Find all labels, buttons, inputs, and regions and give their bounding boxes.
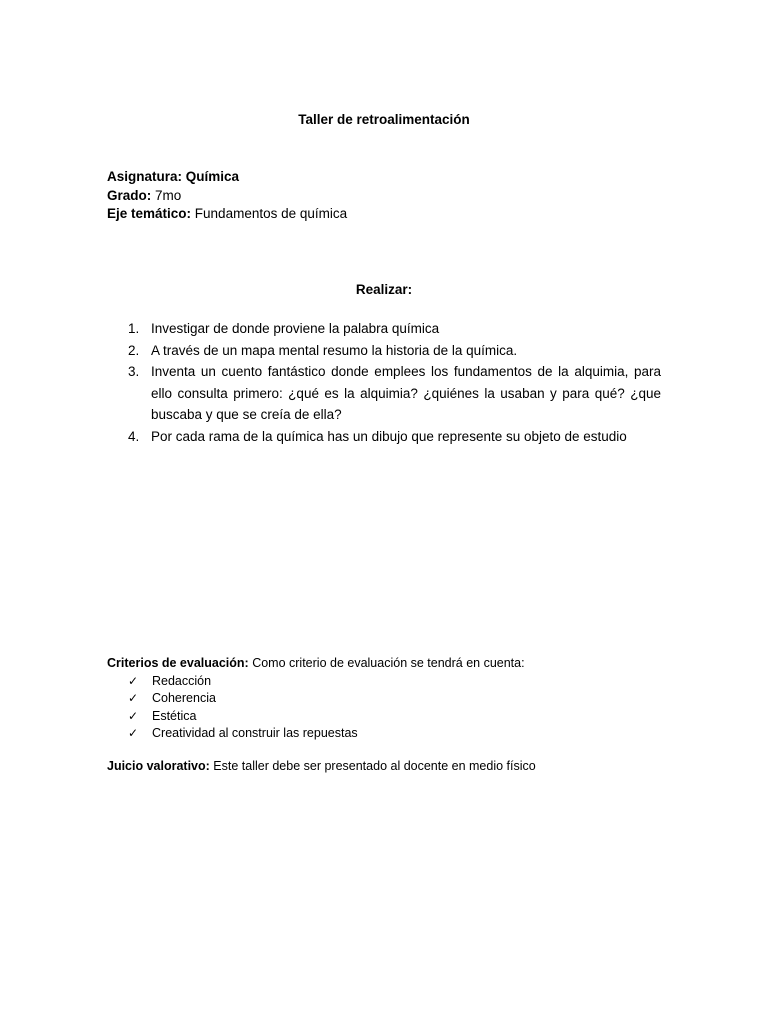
criteria-label: Criterios de evaluación: [107,656,249,670]
task-number: 4. [128,428,140,444]
judgment-text: Este taller debe ser presentado al docente en medio físico [213,759,536,773]
criteria-item [107,708,525,726]
criteria-item-text: Redacción [152,673,212,688]
task-number: 3. [128,364,140,380]
axis-value: Fundamentos de química [194,206,348,221]
checkmark-icon: ✓ [128,691,139,705]
task-text: A través de un mapa mental resumo la historia de la química. [151,342,518,358]
checkmark-icon: ✓ [128,673,139,688]
task-item [124,340,661,362]
criteria-item [107,725,525,743]
criteria-text: Como criterio de evaluación se tendrá en cuenta: [252,656,525,670]
document-meta [107,168,347,224]
section-title: Realizar: [355,282,413,297]
criteria-item-text: Estética [152,708,197,723]
evaluation-criteria [107,655,525,743]
task-number: 2. [128,342,140,358]
task-text: Por cada rama de la química has un dibujo que represente su objeto de estudio [151,428,627,444]
task-list [124,318,661,448]
subject-row [107,168,347,187]
task-text: Investigar de donde proviene la palabra química [151,321,440,336]
criteria-item [107,690,525,708]
grade-value: 7mo [155,187,182,203]
axis-row [107,205,347,224]
criteria-item [107,673,525,691]
criteria-lead [107,655,525,673]
checkmark-icon: ✓ [128,726,139,740]
criteria-list [107,673,525,743]
grade-label: Grado: [107,187,152,203]
criteria-item-text: Creatividad al construir las repuestas [152,726,358,740]
task-item [124,426,661,448]
evaluative-judgment [107,758,536,776]
checkmark-icon: ✓ [128,708,139,723]
grade-row [107,187,347,206]
criteria-item-text: Coherencia [152,691,216,705]
document-title: Taller de retroalimentación [298,112,470,127]
task-text: Inventa un cuento fantástico donde emplees los fundamentos de la alquimia, para ello consulta primero: ¿qué es la alquimia? ¿quiénes la usaban y para qué? ¿que buscaba y que se creía de ella? [151,364,661,423]
axis-label: Eje temático: [107,206,192,221]
task-item [124,318,661,340]
task-item [124,361,661,426]
judgment-label: Juicio valorativo: [107,759,210,773]
task-number: 1. [128,321,140,336]
subject-label: Asignatura: Química [107,169,240,184]
